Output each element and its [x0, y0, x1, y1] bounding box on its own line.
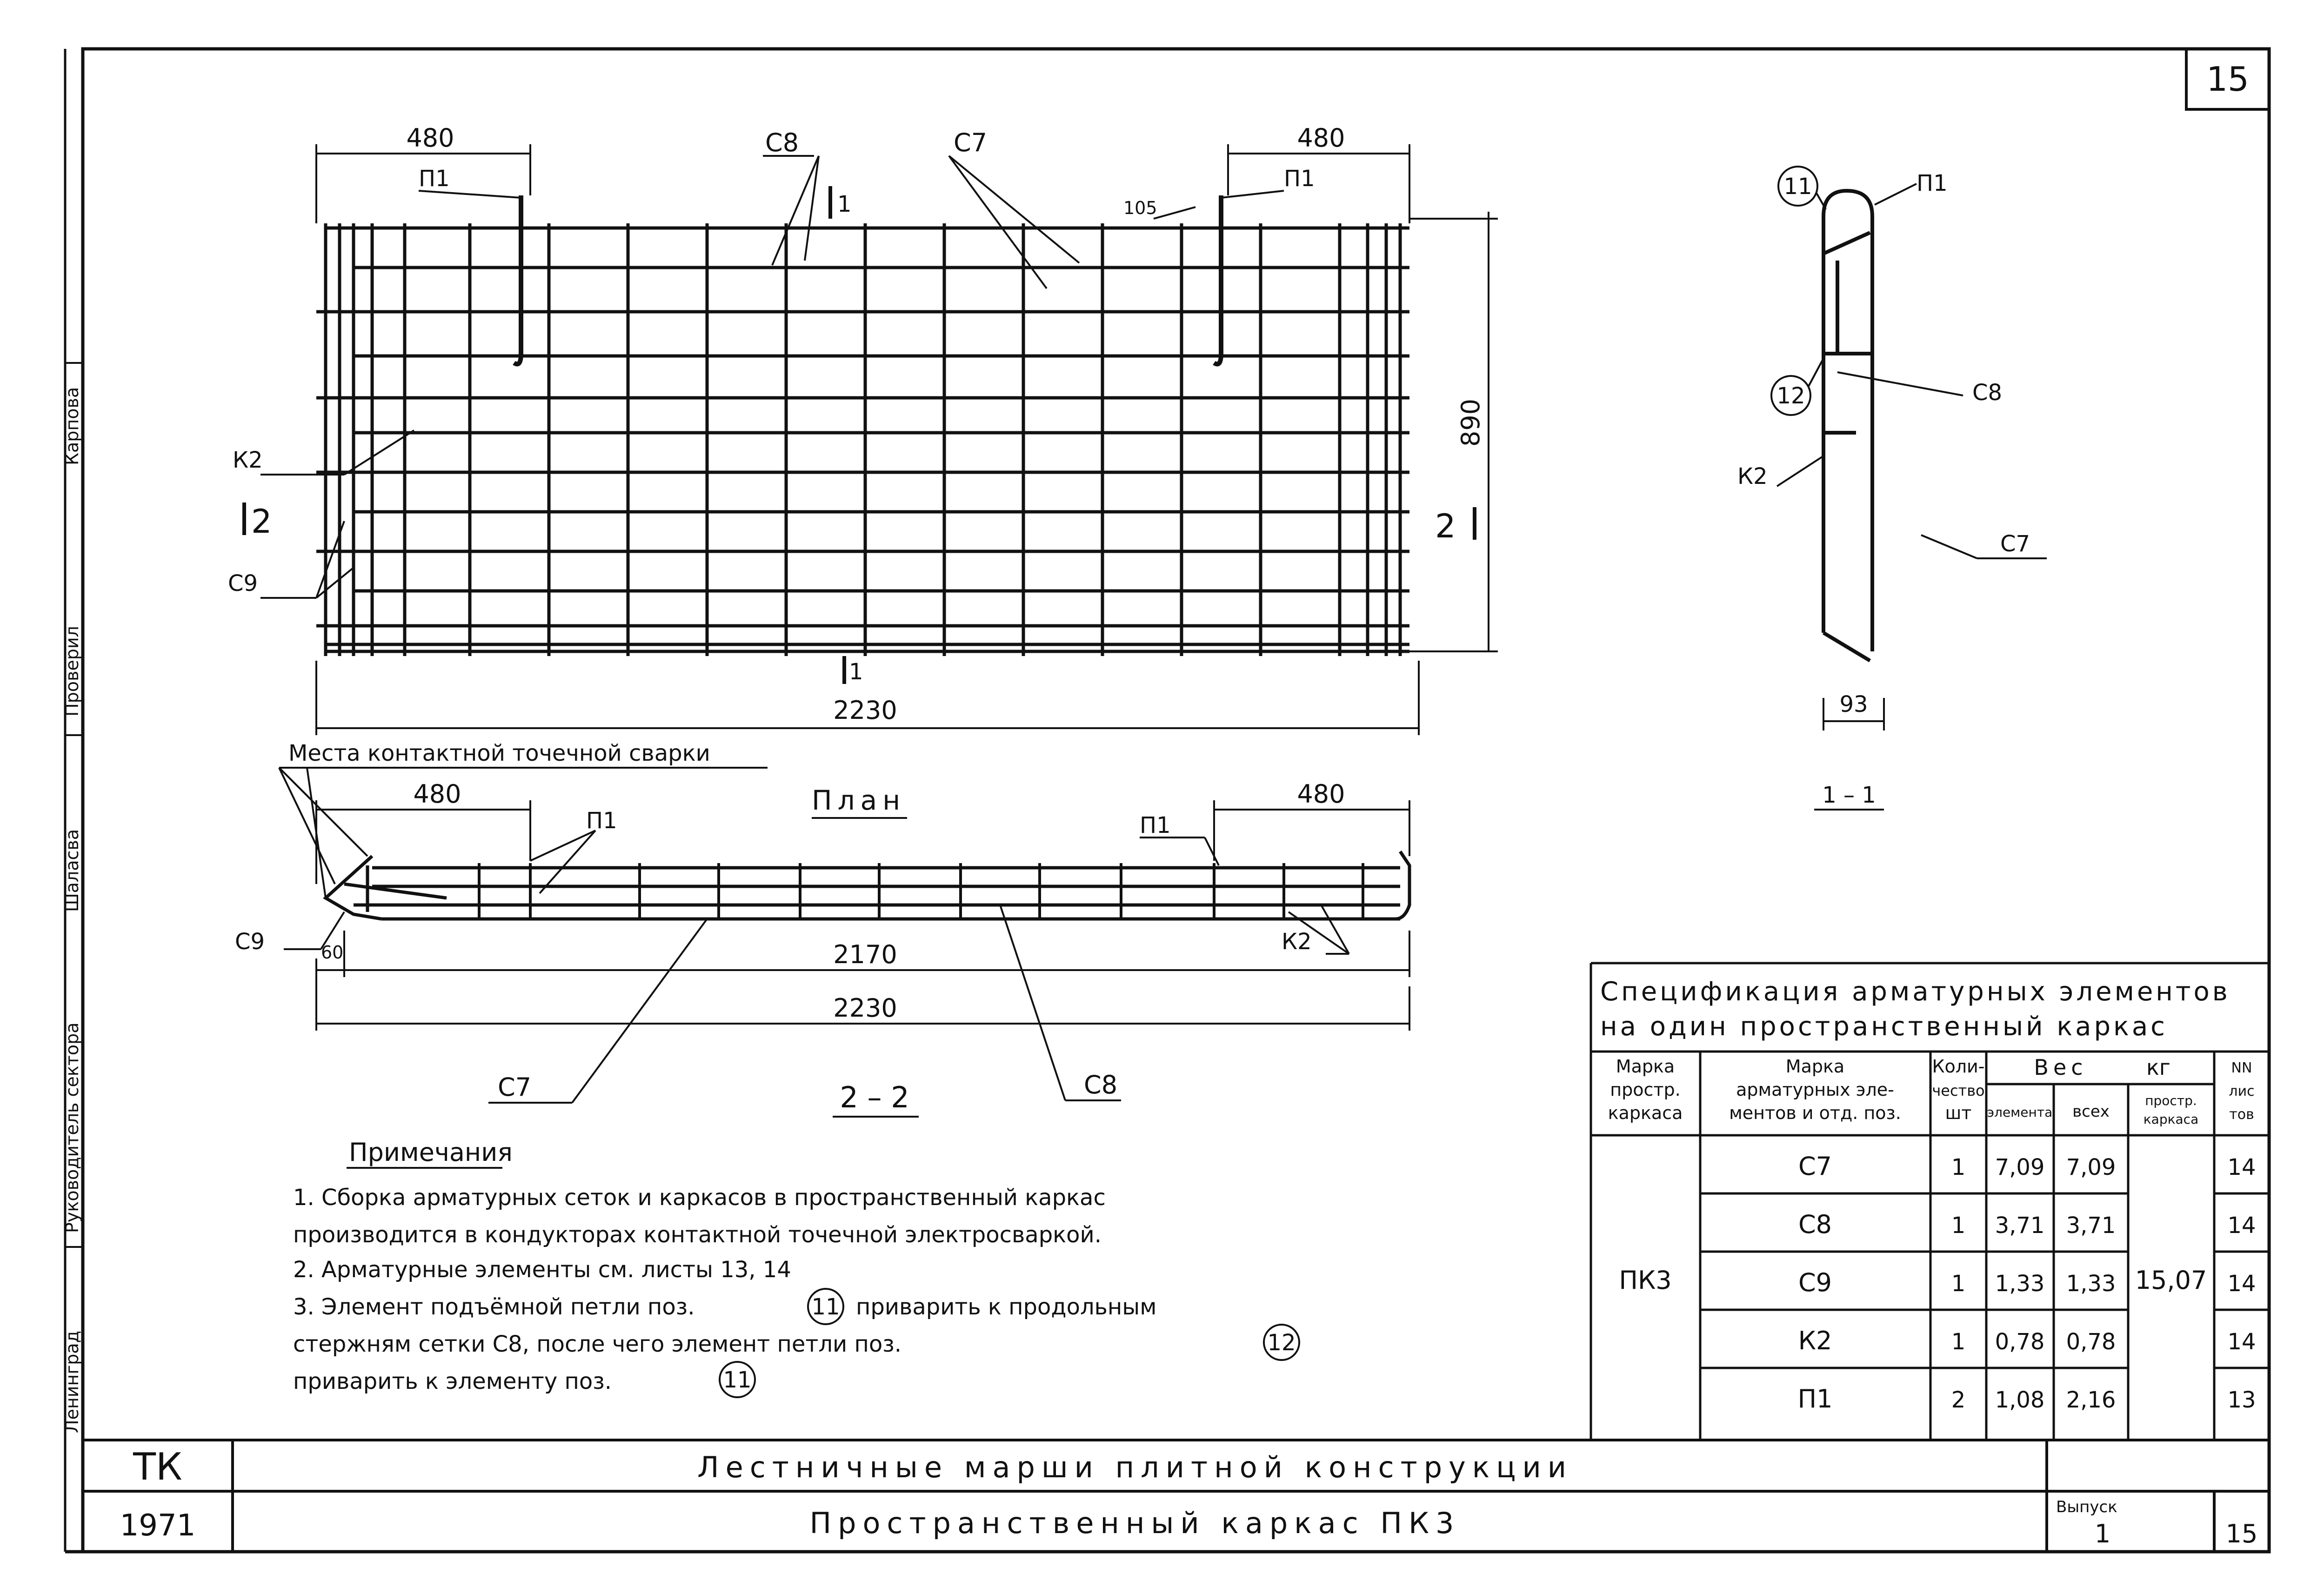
elev-dim-total: 2230: [833, 696, 897, 725]
elev-label-p1-left: П1: [419, 166, 450, 192]
spec-row-mark: С8: [1798, 1210, 1832, 1239]
spec-h3a: Коли-: [1932, 1056, 1985, 1077]
plan-label-c9: С9: [235, 929, 265, 955]
section-pos-12: 12: [1776, 383, 1805, 409]
elev-label-c7: С7: [954, 128, 988, 157]
plan-label-p1-left: П1: [586, 808, 617, 834]
sheet-number: 15: [2206, 60, 2249, 99]
elev-cut-left: 2: [251, 503, 272, 541]
section-title: 1 – 1: [1822, 782, 1876, 808]
table-row: [1798, 1152, 2256, 1181]
mesh-horizontal-bars: [316, 228, 1409, 651]
spec-row-mark: С7: [1798, 1152, 1832, 1181]
spec-row-w-el: 7,09: [1995, 1154, 2045, 1180]
spec-h4-unit: кг: [2146, 1055, 2170, 1080]
plan-weld-note: Места контактной точечной сварки: [288, 740, 710, 766]
spec-row-w-el: 1,33: [1995, 1271, 2045, 1297]
sheet-frame: [65, 49, 2269, 1552]
plan-label-p1-right: П1: [1140, 812, 1171, 838]
spec-h3b: чество: [1932, 1082, 1985, 1099]
sidebar-city: Ленинград: [62, 1331, 82, 1433]
title-line2: Пространственный каркас ПК3: [809, 1506, 1461, 1540]
spec-title2: на один пространственный каркас: [1600, 1012, 2168, 1042]
notes-line3: 2. Арматурные элементы см. листы 13, 14: [293, 1257, 791, 1283]
spec-h2b: арматурных эле-: [1736, 1079, 1894, 1100]
spec-h4c1: простр.: [2145, 1093, 2197, 1108]
spec-row-w-el: 0,78: [1995, 1329, 2045, 1355]
spec-row-w-all: 7,09: [2066, 1154, 2116, 1180]
spec-h5b: лис: [2229, 1083, 2255, 1099]
plan-dim-60: 60: [321, 942, 344, 963]
spec-h5a: NN: [2231, 1060, 2252, 1076]
elev-label-k2: К2: [233, 447, 263, 473]
elev-label-c8: С8: [765, 128, 799, 157]
spec-title1: Спецификация арматурных элементов: [1600, 977, 2231, 1007]
spec-row-sheet: 14: [2227, 1213, 2256, 1239]
elev-cut-1-bottom: 1: [849, 659, 863, 685]
plan-label-k2: К2: [1282, 929, 1312, 955]
table-row: [1798, 1210, 2256, 1239]
plan-label-c8: С8: [1084, 1070, 1118, 1099]
spec-h2c: ментов и отд. поз.: [1729, 1103, 1901, 1123]
plan-dim-right: 480: [1297, 779, 1345, 809]
elev-dim-105: 105: [1123, 198, 1157, 218]
spec-table: [1591, 963, 2269, 1440]
elev-cut-1-top: 1: [837, 191, 852, 217]
spec-row-w-all: 0,78: [2066, 1329, 2116, 1355]
elev-label-c9: С9: [228, 570, 258, 596]
notes-line4a: 3. Элемент подъёмной петли поз.: [293, 1294, 695, 1320]
spec-row-sheet: 14: [2227, 1271, 2256, 1297]
spec-row-qty: 1: [1951, 1271, 1966, 1297]
spec-h4: Вес: [2034, 1055, 2088, 1080]
elevation-view: [244, 144, 1498, 735]
section-label-c7: С7: [2000, 531, 2030, 557]
spec-row-mark: С9: [1798, 1268, 1832, 1297]
sidebar-checked: Проверил: [62, 626, 82, 717]
title-year: 1971: [120, 1508, 196, 1543]
sidebar-role: Руководитель сектора: [62, 1022, 82, 1233]
elev-dim-height: 890: [1456, 398, 1485, 447]
plan-label-c7: С7: [498, 1072, 532, 1102]
spec-row-qty: 2: [1951, 1387, 1966, 1413]
plan-dim-total: 2230: [833, 993, 897, 1023]
spec-row-qty: 1: [1951, 1329, 1966, 1355]
notes-line1: 1. Сборка арматурных сеток и каркасов в пространственный каркас: [293, 1185, 1106, 1211]
spec-row-w-all: 2,16: [2066, 1387, 2116, 1413]
elev-dim-right: 480: [1297, 123, 1345, 153]
section-pos-11: 11: [1783, 174, 1812, 200]
spec-h4b: всех: [2072, 1102, 2110, 1121]
spec-h3c: шт: [1945, 1103, 1972, 1123]
spec-h4c2: каркаса: [2143, 1112, 2199, 1127]
spec-row-sheet: 13: [2227, 1387, 2256, 1413]
spec-row-w-all: 1,33: [2066, 1271, 2116, 1297]
section-dim-93: 93: [1839, 691, 1868, 717]
plan-dim-inner: 2170: [833, 940, 897, 969]
notes-title: Примечания: [349, 1138, 513, 1167]
plan-dim-left: 480: [413, 779, 461, 809]
sidebar-name1: Шаласва: [62, 829, 82, 912]
section-label-c8: С8: [1972, 380, 2003, 406]
title-line1: Лестничные марши плитной конструкции: [697, 1450, 1573, 1484]
title-org: ТК: [133, 1445, 182, 1488]
spec-h2a: Марка: [1785, 1056, 1845, 1077]
notes-pos-12: 12: [1267, 1330, 1296, 1356]
section-label-k2: К2: [1737, 463, 1768, 489]
spec-h5c: тов: [2229, 1106, 2254, 1123]
spec-h4a: элемента: [1987, 1105, 2053, 1120]
table-row: [1798, 1384, 2256, 1414]
spec-frame-weight: 15,07: [2135, 1266, 2207, 1295]
title-issue-label: Выпуск: [2056, 1498, 2117, 1516]
elevation-labels: [228, 123, 1485, 725]
sidebar-name2: Карпова: [62, 387, 82, 465]
notes-line2: производится в кондукторах контактной точечной электросваркой.: [293, 1222, 1102, 1248]
elev-dim-left: 480: [406, 123, 454, 153]
plan-section-title: 2 – 2: [840, 1080, 909, 1114]
plan-title: План: [812, 784, 906, 816]
notes-pos-11-a: 11: [811, 1294, 840, 1320]
notes-pos-11-b: 11: [723, 1367, 752, 1393]
title-block: [83, 1440, 2269, 1552]
title-issue: 1: [2094, 1519, 2111, 1548]
spec-row-qty: 1: [1951, 1213, 1966, 1239]
title-sheet-short: 15: [2225, 1519, 2258, 1548]
spec-row-mark: К2: [1798, 1326, 1832, 1355]
spec-row-w-el: 3,71: [1995, 1213, 2045, 1239]
section-view: [1771, 167, 2047, 810]
elev-cut-right: 2: [1435, 507, 1456, 545]
spec-row-qty: 1: [1951, 1154, 1966, 1180]
spec-row-w-el: 1,08: [1995, 1387, 2045, 1413]
notes-line4b: приварить к продольным: [856, 1294, 1157, 1320]
spec-row-sheet: 14: [2227, 1329, 2256, 1355]
spec-h1c: каркаса: [1608, 1103, 1683, 1123]
spec-h1b: простр.: [1610, 1079, 1681, 1100]
elev-label-p1-right: П1: [1284, 166, 1315, 192]
spec-row-w-all: 3,71: [2066, 1213, 2116, 1239]
notes-line5a: стержням сетки С8, после чего элемент петли поз.: [293, 1331, 902, 1357]
spec-row-mark: П1: [1797, 1384, 1833, 1414]
notes: [293, 1138, 1299, 1397]
plan-labels: [235, 740, 1345, 1114]
notes-line6a: приварить к элементу поз.: [293, 1368, 612, 1394]
spec-h1a: Марка: [1616, 1056, 1675, 1077]
table-row: [1798, 1326, 2256, 1355]
spec-frame-mark: ПК3: [1619, 1266, 1672, 1295]
section-label-p1: П1: [1917, 170, 1948, 196]
spec-row-sheet: 14: [2227, 1154, 2256, 1180]
